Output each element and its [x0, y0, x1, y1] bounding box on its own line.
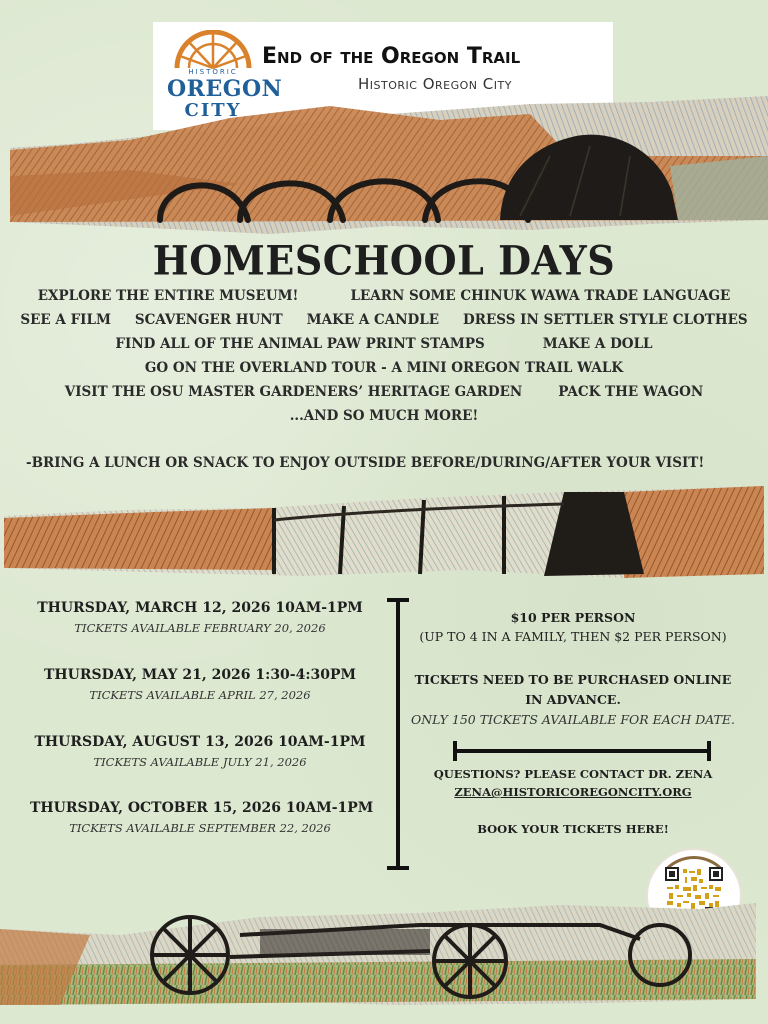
activities-line-4: [0, 360, 768, 376]
activity-item: ...AND SO MUCH MORE!: [289, 408, 479, 424]
wagon-wheel-icon: [167, 30, 259, 70]
ticket-limit: ONLY 150 TICKETS AVAILABLE FOR EACH DATE.: [410, 712, 736, 727]
date-title: THURSDAY, AUGUST 13, 2026 10AM-1PM: [34, 734, 366, 750]
activity-item: MAKE A CANDLE: [306, 312, 440, 328]
seal-city-text: CITY: [184, 100, 242, 121]
purchase-notice-2: IN ADVANCE.: [525, 692, 621, 707]
date-title: THURSDAY, MARCH 12, 2026 10AM-1PM: [37, 600, 363, 616]
activity-item: MAKE A DOLL: [542, 336, 653, 352]
ticket-release: TICKETS AVAILABLE FEBRUARY 20, 2026: [74, 621, 326, 635]
contact-email-link[interactable]: ZENA@HISTORICOREGONCITY.ORG: [454, 785, 692, 799]
activities-line-3: [0, 336, 768, 352]
seal-historic-text: HISTORIC: [188, 68, 238, 76]
activity-item: VISIT THE OSU MASTER GARDENERS’ HERITAGE GARDEN: [64, 384, 523, 400]
crayon-wagon-strip-bottom: [0, 895, 756, 1007]
lunch-note: -BRING A LUNCH OR SNACK TO ENJOY OUTSIDE BEFORE/DURING/AFTER YOUR VISIT!: [26, 455, 705, 471]
purchase-notice: TICKETS NEED TO BE PURCHASED ONLINE: [414, 672, 732, 687]
activity-item: SEE A FILM: [20, 312, 111, 328]
crayon-wagon-strip-middle: [4, 478, 764, 580]
date-entry: [30, 667, 370, 702]
activities-line-5: [0, 384, 768, 400]
activity-item: DRESS IN SETTLER STYLE CLOTHES: [463, 312, 748, 328]
activity-item: PACK THE WAGON: [558, 384, 704, 400]
activity-item: EXPLORE THE ENTIRE MUSEUM!: [37, 288, 299, 304]
activities-line-2: [0, 312, 768, 328]
activity-item: GO ON THE OVERLAND TOUR - A MINI OREGON TRAIL WALK: [144, 360, 624, 376]
activity-item: FIND ALL OF THE ANIMAL PAW PRINT STAMPS: [115, 336, 485, 352]
activity-item: SCAVENGER HUNT: [134, 312, 283, 328]
questions-contact: QUESTIONS? PLEASE CONTACT DR. ZENA: [433, 767, 713, 781]
activities-line-1: [0, 288, 768, 304]
date-title: THURSDAY, MAY 21, 2026 1:30-4:30PM: [43, 667, 357, 683]
seal-oregon-text: OREGON: [167, 76, 283, 102]
date-entry: [30, 734, 370, 769]
logo-subtitle: Historic Oregon City: [358, 75, 512, 93]
date-entry: [30, 800, 374, 835]
activity-item: LEARN SOME CHINUK WAWA TRADE LANGUAGE: [350, 288, 731, 304]
ticket-release: TICKETS AVAILABLE JULY 21, 2026: [93, 755, 307, 769]
book-tickets-link[interactable]: BOOK YOUR TICKETS HERE!: [477, 822, 669, 836]
horizontal-divider: [453, 749, 711, 753]
logo-title: End of the Oregon Trail: [262, 44, 521, 69]
date-title: THURSDAY, OCTOBER 15, 2026 10AM-1PM: [30, 800, 374, 816]
date-entry: [30, 600, 370, 635]
price: $10 PER PERSON: [510, 610, 636, 625]
ticket-release: TICKETS AVAILABLE SEPTEMBER 22, 2026: [69, 821, 331, 835]
activities-line-6: [0, 408, 768, 424]
headline: HOMESCHOOL DAYS: [152, 236, 616, 285]
crayon-wagon-strip-top: [10, 96, 768, 236]
vertical-divider: [396, 598, 400, 870]
ticket-release: TICKETS AVAILABLE APRIL 27, 2026: [89, 688, 311, 702]
family-pricing-note: (UP TO 4 IN A FAMILY, THEN $2 PER PERSON): [419, 629, 727, 644]
